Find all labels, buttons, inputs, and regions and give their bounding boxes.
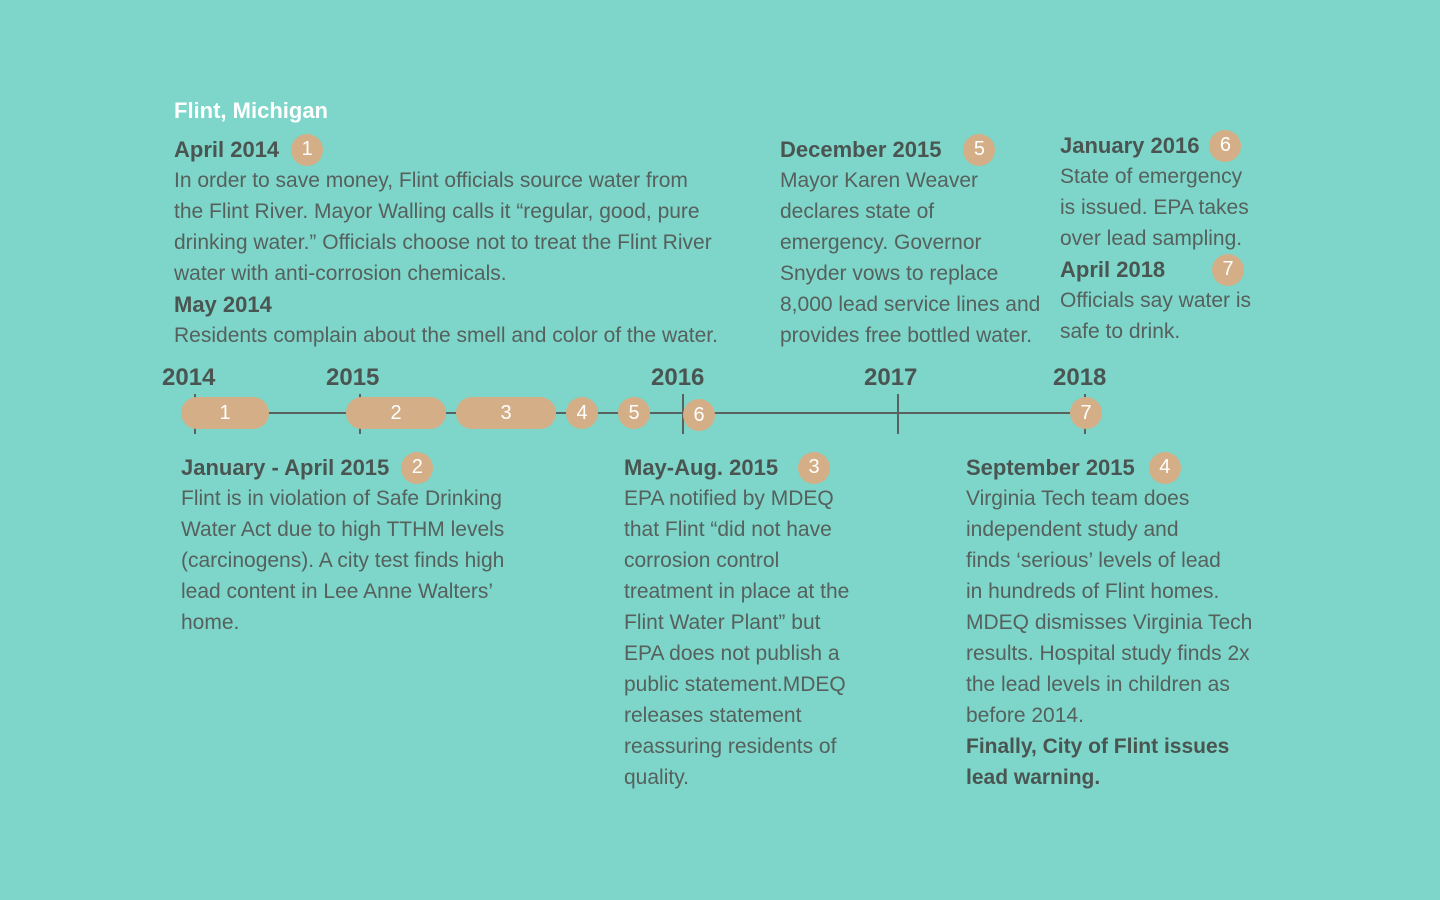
event-number-badge: 1 (291, 134, 323, 166)
event-number-badge: 5 (963, 134, 995, 166)
text-line: results. Hospital study finds 2x (966, 642, 1250, 665)
event-date: December 2015 (780, 136, 942, 162)
event-description (1060, 161, 1251, 254)
timeline-marker-4: 4 (566, 397, 598, 429)
event-may-aug-2015 (624, 452, 849, 793)
text-line: water with anti-corrosion chemicals. (174, 262, 507, 285)
text-line: EPA does not publish a (624, 642, 840, 665)
text-line: Flint Water Plant” but (624, 611, 821, 634)
event-description (624, 483, 849, 793)
text-line: lead content in Lee Anne Walters’ (181, 580, 494, 603)
timeline-marker-6: 6 (683, 399, 715, 431)
event-december-2015 (780, 134, 1040, 351)
text-line: safe to drink. (1060, 320, 1181, 343)
text-line: Flint is in violation of Safe Drinking (181, 487, 502, 510)
year-label: 2017 (864, 364, 918, 391)
text-line: MDEQ dismisses Virginia Tech (966, 611, 1253, 634)
location-title: Flint, Michigan (174, 98, 328, 123)
event-number-badge: 7 (1212, 254, 1244, 286)
event-january-april-2015 (181, 452, 504, 638)
text-line: State of emergency (1060, 165, 1243, 188)
text-line: public statement.MDEQ (624, 673, 846, 696)
text-line: reassuring residents of (624, 735, 837, 758)
text-line: treatment in place at the (624, 580, 850, 603)
event-description (181, 483, 504, 638)
year-label: 2015 (326, 364, 380, 391)
text-line: quality. (624, 766, 689, 789)
event-date: January 2016 (1060, 132, 1200, 158)
event-date: April 2018 (1060, 256, 1166, 282)
event-april-2014 (174, 134, 718, 351)
text-line: Officials say water is (1060, 289, 1251, 312)
event-header (181, 452, 504, 483)
event-header (624, 452, 849, 483)
event-header (174, 289, 718, 320)
text-line: emergency. Governor (780, 231, 982, 254)
text-line: home. (181, 611, 240, 634)
text-line: In order to save money, Flint officials source water from (174, 169, 688, 192)
text-line: over lead sampling. (1060, 227, 1243, 250)
text-line: Water Act due to high TTHM levels (181, 518, 505, 541)
text-line: corrosion control (624, 549, 780, 572)
text-line: provides free bottled water. (780, 324, 1033, 347)
event-number-badge: 4 (1149, 452, 1181, 484)
text-line: is issued. EPA takes (1060, 196, 1249, 219)
text-line: EPA notified by MDEQ (624, 487, 834, 510)
event-date: September 2015 (966, 454, 1135, 480)
text-line: lead warning. (966, 766, 1101, 789)
text-line: Residents complain about the smell and color of the water. (174, 324, 718, 347)
text-line: before 2014. (966, 704, 1084, 727)
timeline-marker-1: 1 (181, 397, 269, 429)
timeline-marker-3: 3 (456, 397, 556, 429)
event-description (174, 320, 718, 351)
text-line: Mayor Karen Weaver (780, 169, 979, 192)
year-label: 2016 (651, 364, 705, 391)
timeline-marker-2: 2 (346, 397, 446, 429)
text-line: the Flint River. Mayor Walling calls it “regular, good, pure (174, 200, 700, 223)
timeline-marker-7: 7 (1070, 397, 1102, 429)
event-header (174, 134, 718, 165)
text-line: that Flint “did not have (624, 518, 832, 541)
event-date: May 2014 (174, 291, 272, 317)
event-date: April 2014 (174, 136, 280, 162)
text-line: Finally, City of Flint issues (966, 735, 1230, 758)
event-number-badge: 2 (401, 452, 433, 484)
year-tick (897, 394, 899, 434)
year-label: 2018 (1053, 364, 1107, 391)
event-header (780, 134, 1040, 165)
text-line: declares state of (780, 200, 935, 223)
event-description (780, 165, 1040, 351)
event-header (966, 452, 1252, 483)
text-line: finds ‘serious’ levels of lead (966, 549, 1221, 572)
text-line: in hundreds of Flint homes. (966, 580, 1220, 603)
text-line: Virginia Tech team does (966, 487, 1190, 510)
text-line: 8,000 lead service lines and (780, 293, 1041, 316)
event-description (174, 165, 718, 289)
event-date: January - April 2015 (181, 454, 390, 480)
event-date: May-Aug. 2015 (624, 454, 779, 480)
event-conclusion (966, 731, 1252, 793)
event-description (966, 483, 1252, 731)
text-line: releases statement (624, 704, 802, 727)
event-january-2016 (1060, 130, 1251, 347)
event-number-badge: 3 (798, 452, 830, 484)
event-number-badge: 6 (1209, 130, 1241, 162)
text-line: independent study and (966, 518, 1179, 541)
text-line: the lead levels in children as (966, 673, 1230, 696)
event-header (1060, 254, 1251, 285)
event-description (1060, 285, 1251, 347)
year-label: 2014 (162, 364, 216, 391)
event-header (1060, 130, 1251, 161)
text-line: (carcinogens). A city test finds high (181, 549, 505, 572)
text-line: Snyder vows to replace (780, 262, 999, 285)
timeline-marker-5: 5 (618, 397, 650, 429)
text-line: drinking water.” Officials choose not to treat the Flint River (174, 231, 712, 254)
event-september-2015 (966, 452, 1252, 793)
